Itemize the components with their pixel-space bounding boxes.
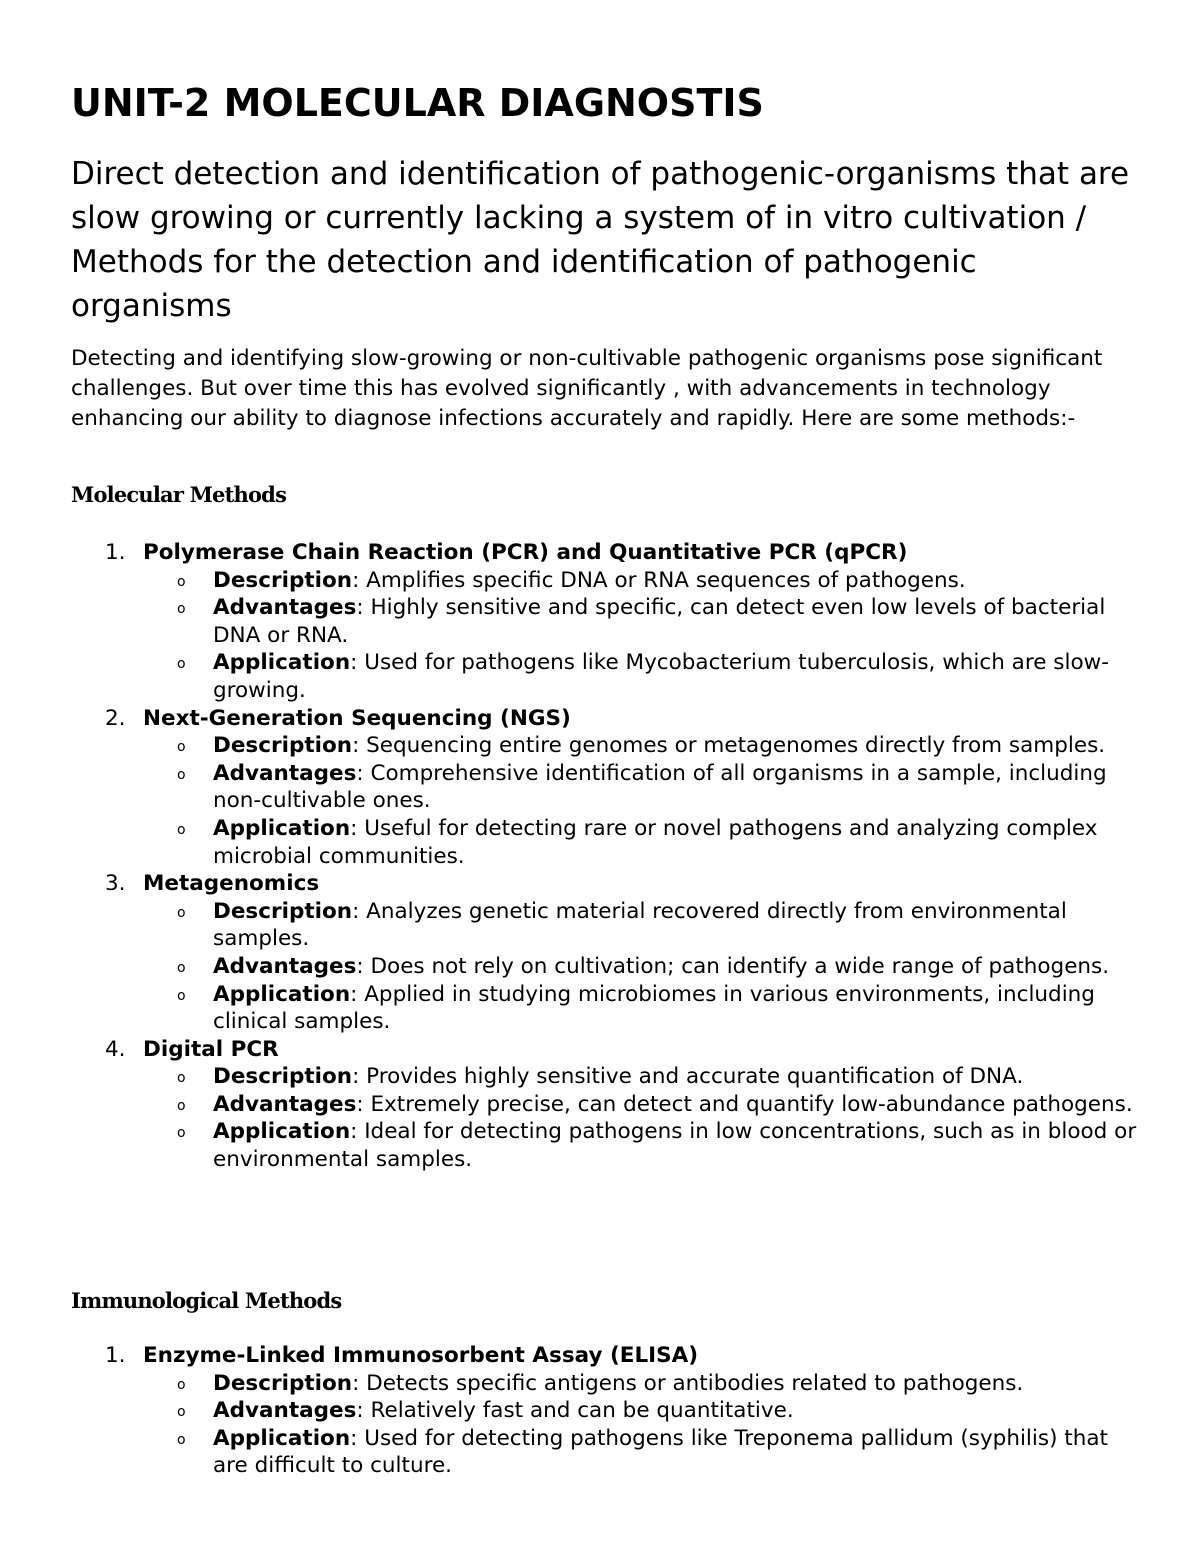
detail-item bbox=[143, 1118, 1141, 1173]
method-item bbox=[71, 705, 1141, 871]
detail-item bbox=[143, 981, 1141, 1036]
subtitle: Direct detection and identification of pathogenic-organisms that are slow growing or currently lacking a system of in vitro cultivation / Methods for the detection and identification of pathogenic organisms bbox=[71, 156, 1130, 324]
detail-text: : Comprehensive identification of all organisms in a sample, including non-cultivable ones. bbox=[213, 760, 1107, 814]
circle-bullet-icon: o bbox=[177, 1097, 186, 1114]
method-name: Enzyme-Linked Immunosorbent Assay (ELISA) bbox=[143, 1343, 699, 1368]
immunological-methods-list bbox=[71, 1342, 1141, 1480]
page-title: UNIT-2 MOLECULAR DIAGNOSTIS bbox=[71, 81, 764, 125]
circle-bullet-icon: o bbox=[177, 601, 186, 618]
detail-text: : Used for pathogens like Mycobacterium tuberculosis, which are slow-growing. bbox=[213, 650, 1109, 703]
method-name: Polymerase Chain Reaction (PCR) and Quantitative PCR (qPCR) bbox=[143, 540, 908, 565]
method-number: 1. bbox=[105, 540, 126, 565]
detail-item bbox=[143, 1397, 1141, 1425]
circle-bullet-icon: o bbox=[177, 739, 186, 756]
method-name: Digital PCR bbox=[143, 1036, 279, 1062]
circle-bullet-icon: o bbox=[177, 1431, 186, 1448]
detail-text: : Analyzes genetic material recovered directly from environmental samples. bbox=[213, 898, 1067, 952]
method-details bbox=[143, 567, 1141, 705]
section-heading-molecular: Molecular Methods bbox=[71, 482, 287, 507]
detail-label: Advantages bbox=[213, 760, 357, 786]
method-details bbox=[143, 1370, 1141, 1480]
detail-label: Description bbox=[213, 1064, 353, 1090]
circle-bullet-icon: o bbox=[177, 959, 186, 976]
method-name: Next-Generation Sequencing (NGS) bbox=[143, 705, 571, 731]
method-number: 4. bbox=[105, 1036, 126, 1062]
circle-bullet-icon: o bbox=[177, 904, 186, 921]
detail-label: Application bbox=[213, 815, 351, 841]
detail-text: : Highly sensitive and specific, can detect even low levels of bacterial DNA or RNA. bbox=[213, 595, 1106, 648]
method-details bbox=[143, 1063, 1141, 1173]
detail-label: Advantages bbox=[213, 595, 357, 621]
method-item bbox=[71, 1342, 1141, 1480]
detail-label: Description bbox=[213, 898, 353, 924]
detail-item bbox=[143, 594, 1141, 649]
detail-text: : Applied in studying microbiomes in various environments, including clinical samples. bbox=[213, 981, 1095, 1035]
detail-item bbox=[143, 760, 1141, 815]
detail-item bbox=[143, 1091, 1141, 1119]
detail-text: : Sequencing entire genomes or metagenomes directly from samples. bbox=[352, 733, 1106, 759]
detail-item bbox=[143, 1425, 1141, 1480]
detail-text: : Amplifies specific DNA or RNA sequences of pathogens. bbox=[352, 567, 966, 593]
detail-text: : Used for detecting pathogens like Treponema pallidum (syphilis) that are difficult to culture. bbox=[213, 1425, 1108, 1479]
detail-text: : Provides highly sensitive and accurate quantification of DNA. bbox=[352, 1064, 1024, 1090]
molecular-methods-list bbox=[71, 539, 1141, 1174]
method-number: 2. bbox=[105, 705, 126, 731]
detail-label: Application bbox=[213, 1119, 351, 1145]
method-name: Metagenomics bbox=[143, 871, 320, 897]
detail-item bbox=[143, 649, 1141, 704]
detail-text: : Useful for detecting rare or novel pathogens and analyzing complex microbial communities. bbox=[213, 815, 1098, 869]
intro-paragraph: Detecting and identifying slow-growing or non-cultivable pathogenic organisms pose significant challenges. But over time this has evolved significantly , with advancements in technology enhancing our ability to diagnose infections accurately and rapidly. Here are some methods:- bbox=[71, 346, 1103, 431]
circle-bullet-icon: o bbox=[177, 656, 186, 673]
detail-label: Advantages bbox=[213, 953, 357, 979]
detail-text: : Relatively fast and can be quantitative. bbox=[356, 1398, 794, 1424]
circle-bullet-icon: o bbox=[177, 821, 186, 838]
detail-item bbox=[143, 815, 1141, 870]
method-item bbox=[71, 870, 1141, 1036]
detail-item bbox=[143, 567, 1141, 595]
method-item bbox=[71, 539, 1141, 705]
detail-item bbox=[143, 898, 1141, 953]
detail-label: Advantages bbox=[213, 1091, 357, 1117]
method-details bbox=[143, 898, 1141, 1036]
detail-item bbox=[143, 1063, 1141, 1091]
detail-item bbox=[143, 732, 1141, 760]
detail-label: Advantages bbox=[213, 1398, 357, 1424]
circle-bullet-icon: o bbox=[177, 766, 186, 783]
detail-text: : Ideal for detecting pathogens in low concentrations, such as in blood or environmental samples. bbox=[213, 1119, 1137, 1173]
circle-bullet-icon: o bbox=[177, 987, 186, 1004]
method-details bbox=[143, 732, 1141, 870]
detail-label: Description bbox=[213, 1370, 353, 1396]
method-number: 3. bbox=[105, 871, 126, 897]
method-item bbox=[71, 1036, 1141, 1174]
detail-item bbox=[143, 953, 1141, 981]
detail-text: : Does not rely on cultivation; can identify a wide range of pathogens. bbox=[356, 953, 1110, 979]
circle-bullet-icon: o bbox=[177, 1070, 186, 1087]
circle-bullet-icon: o bbox=[177, 1125, 186, 1142]
detail-label: Description bbox=[213, 567, 353, 593]
detail-label: Description bbox=[213, 733, 353, 759]
detail-text: : Detects specific antigens or antibodies related to pathogens. bbox=[352, 1370, 1024, 1396]
section-heading-immunological: Immunological Methods bbox=[71, 1288, 342, 1313]
method-number: 1. bbox=[105, 1343, 126, 1368]
circle-bullet-icon: o bbox=[177, 573, 186, 590]
detail-label: Application bbox=[213, 981, 351, 1007]
detail-item bbox=[143, 1370, 1141, 1398]
detail-label: Application bbox=[213, 1425, 351, 1451]
circle-bullet-icon: o bbox=[177, 1376, 186, 1393]
detail-text: : Extremely precise, can detect and quantify low-abundance pathogens. bbox=[356, 1091, 1133, 1117]
detail-label: Application bbox=[213, 650, 351, 676]
circle-bullet-icon: o bbox=[177, 1404, 186, 1421]
